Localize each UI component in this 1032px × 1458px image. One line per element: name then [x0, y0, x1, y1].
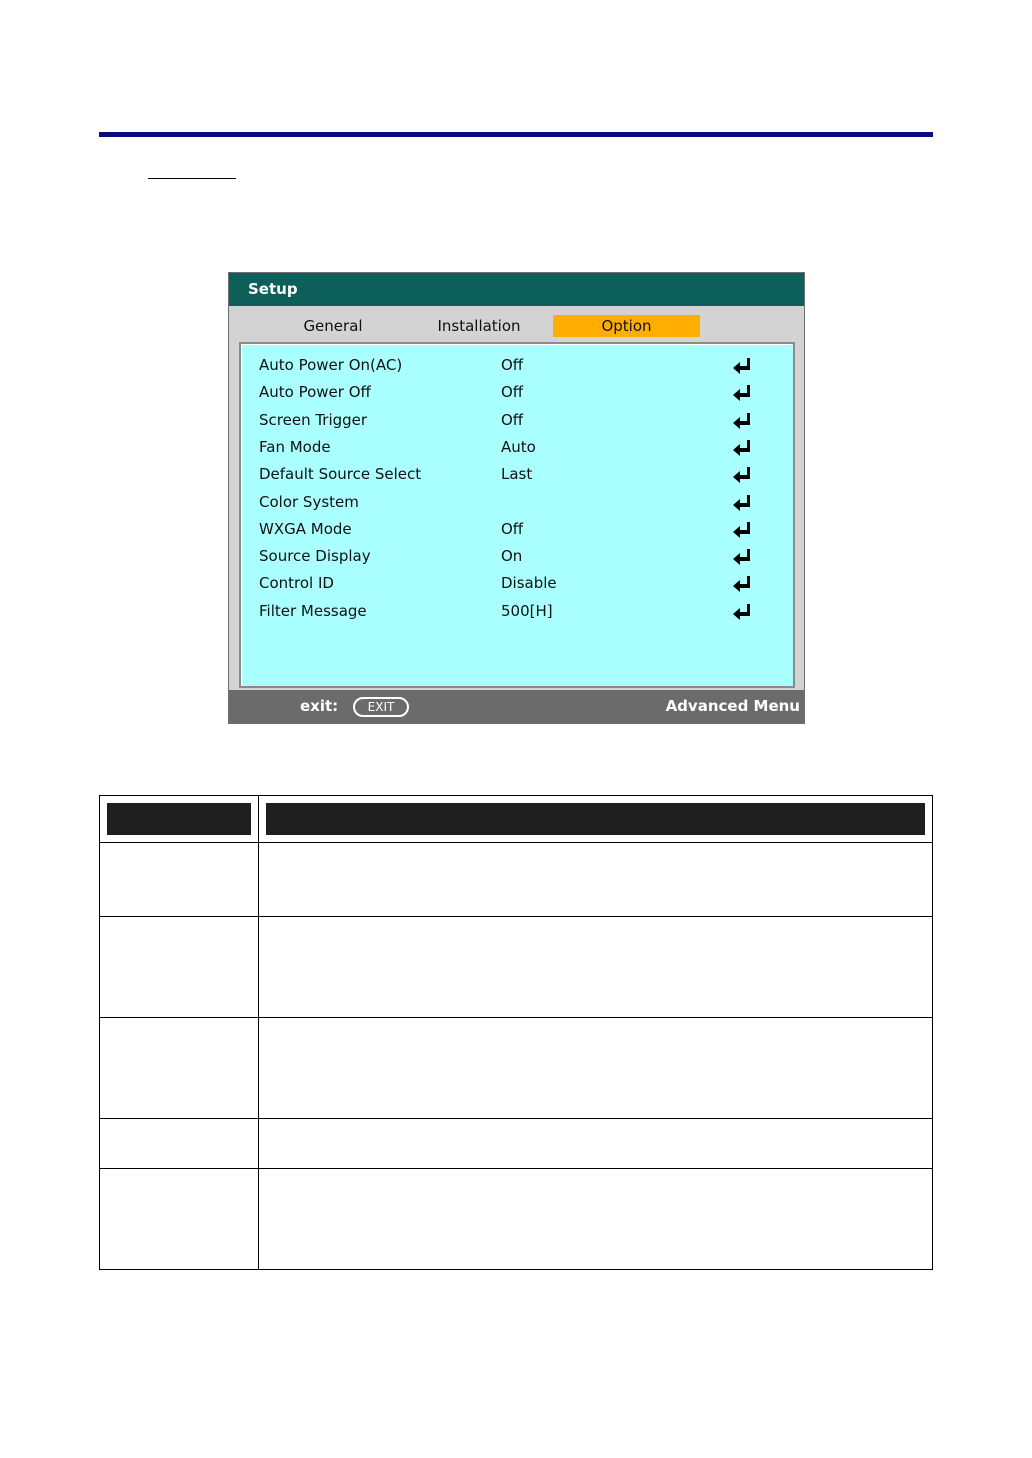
- table-cell: [100, 1018, 259, 1119]
- table-cell: [100, 843, 259, 917]
- tab-option[interactable]: Option: [553, 315, 700, 337]
- enter-return-icon[interactable]: [731, 494, 753, 512]
- menu-item[interactable]: [241, 516, 793, 543]
- menu-item-value: 500[H]: [501, 601, 553, 620]
- menu-footer: [229, 690, 804, 723]
- menu-item-label: WXGA Mode: [259, 519, 352, 538]
- menu-items-panel: [239, 342, 795, 688]
- menu-item-value: Off: [501, 383, 524, 402]
- menu-item[interactable]: [241, 352, 793, 379]
- enter-return-icon[interactable]: [731, 439, 753, 457]
- enter-return-icon[interactable]: [731, 521, 753, 539]
- menu-item-label: Auto Power Off: [259, 383, 371, 402]
- menu-item-value: Auto: [501, 437, 536, 456]
- menu-item[interactable]: [241, 379, 793, 406]
- exit-label: exit:: [300, 697, 339, 715]
- table-header-cell: [100, 796, 259, 843]
- table-cell: [100, 1119, 259, 1169]
- menu-item-label: Filter Message: [259, 601, 367, 620]
- menu-item-value: Off: [501, 410, 524, 429]
- menu-tabs: [229, 306, 804, 342]
- heading-underline: [148, 178, 236, 179]
- table-row: [100, 917, 933, 1018]
- menu-item-label: Default Source Select: [259, 465, 422, 484]
- table-row: [100, 1119, 933, 1169]
- advanced-menu-label: Advanced Menu: [665, 697, 800, 715]
- menu-item-value: Off: [501, 519, 524, 538]
- table-cell: [259, 1018, 933, 1119]
- enter-return-icon[interactable]: [731, 384, 753, 402]
- menu-item-label: Source Display: [259, 547, 371, 566]
- menu-item-label: Control ID: [259, 574, 334, 593]
- menu-item-label: Color System: [259, 492, 359, 511]
- top-rule: [99, 132, 933, 137]
- menu-item[interactable]: [241, 407, 793, 434]
- setup-menu: [228, 272, 805, 724]
- menu-item[interactable]: [241, 598, 793, 625]
- tab-general[interactable]: General: [303, 317, 363, 335]
- table-header-cell: [259, 796, 933, 843]
- menu-item-value: Disable: [501, 574, 557, 593]
- enter-return-icon[interactable]: [731, 412, 753, 430]
- menu-item[interactable]: [241, 489, 793, 516]
- menu-item-value: Off: [501, 356, 524, 374]
- table-cell: [259, 1169, 933, 1270]
- menu-item-label: Auto Power On(AC): [259, 356, 403, 374]
- enter-return-icon[interactable]: [731, 466, 753, 484]
- table-cell: [100, 917, 259, 1018]
- enter-return-icon[interactable]: [731, 357, 753, 375]
- table-row: [100, 843, 933, 917]
- enter-return-icon[interactable]: [731, 575, 753, 593]
- menu-item-label: Screen Trigger: [259, 410, 368, 429]
- menu-item-value: Last: [501, 465, 533, 484]
- table-cell: [100, 1169, 259, 1270]
- menu-item-label: Fan Mode: [259, 437, 331, 456]
- menu-item[interactable]: [241, 461, 793, 488]
- table-row: [100, 1169, 933, 1270]
- exit-button[interactable]: EXIT: [353, 697, 409, 717]
- table-cell: [259, 843, 933, 917]
- enter-return-icon[interactable]: [731, 603, 753, 621]
- table-cell: [259, 1119, 933, 1169]
- tab-installation[interactable]: Installation: [437, 317, 521, 335]
- description-table: [99, 795, 933, 1270]
- table-row: [100, 1018, 933, 1119]
- menu-item[interactable]: [241, 570, 793, 597]
- menu-item[interactable]: [241, 543, 793, 570]
- menu-title: Setup: [229, 273, 804, 306]
- table-cell: [259, 917, 933, 1018]
- menu-item-value: On: [501, 547, 523, 566]
- enter-return-icon[interactable]: [731, 548, 753, 566]
- menu-item[interactable]: [241, 434, 793, 461]
- table-header-row: [100, 796, 933, 843]
